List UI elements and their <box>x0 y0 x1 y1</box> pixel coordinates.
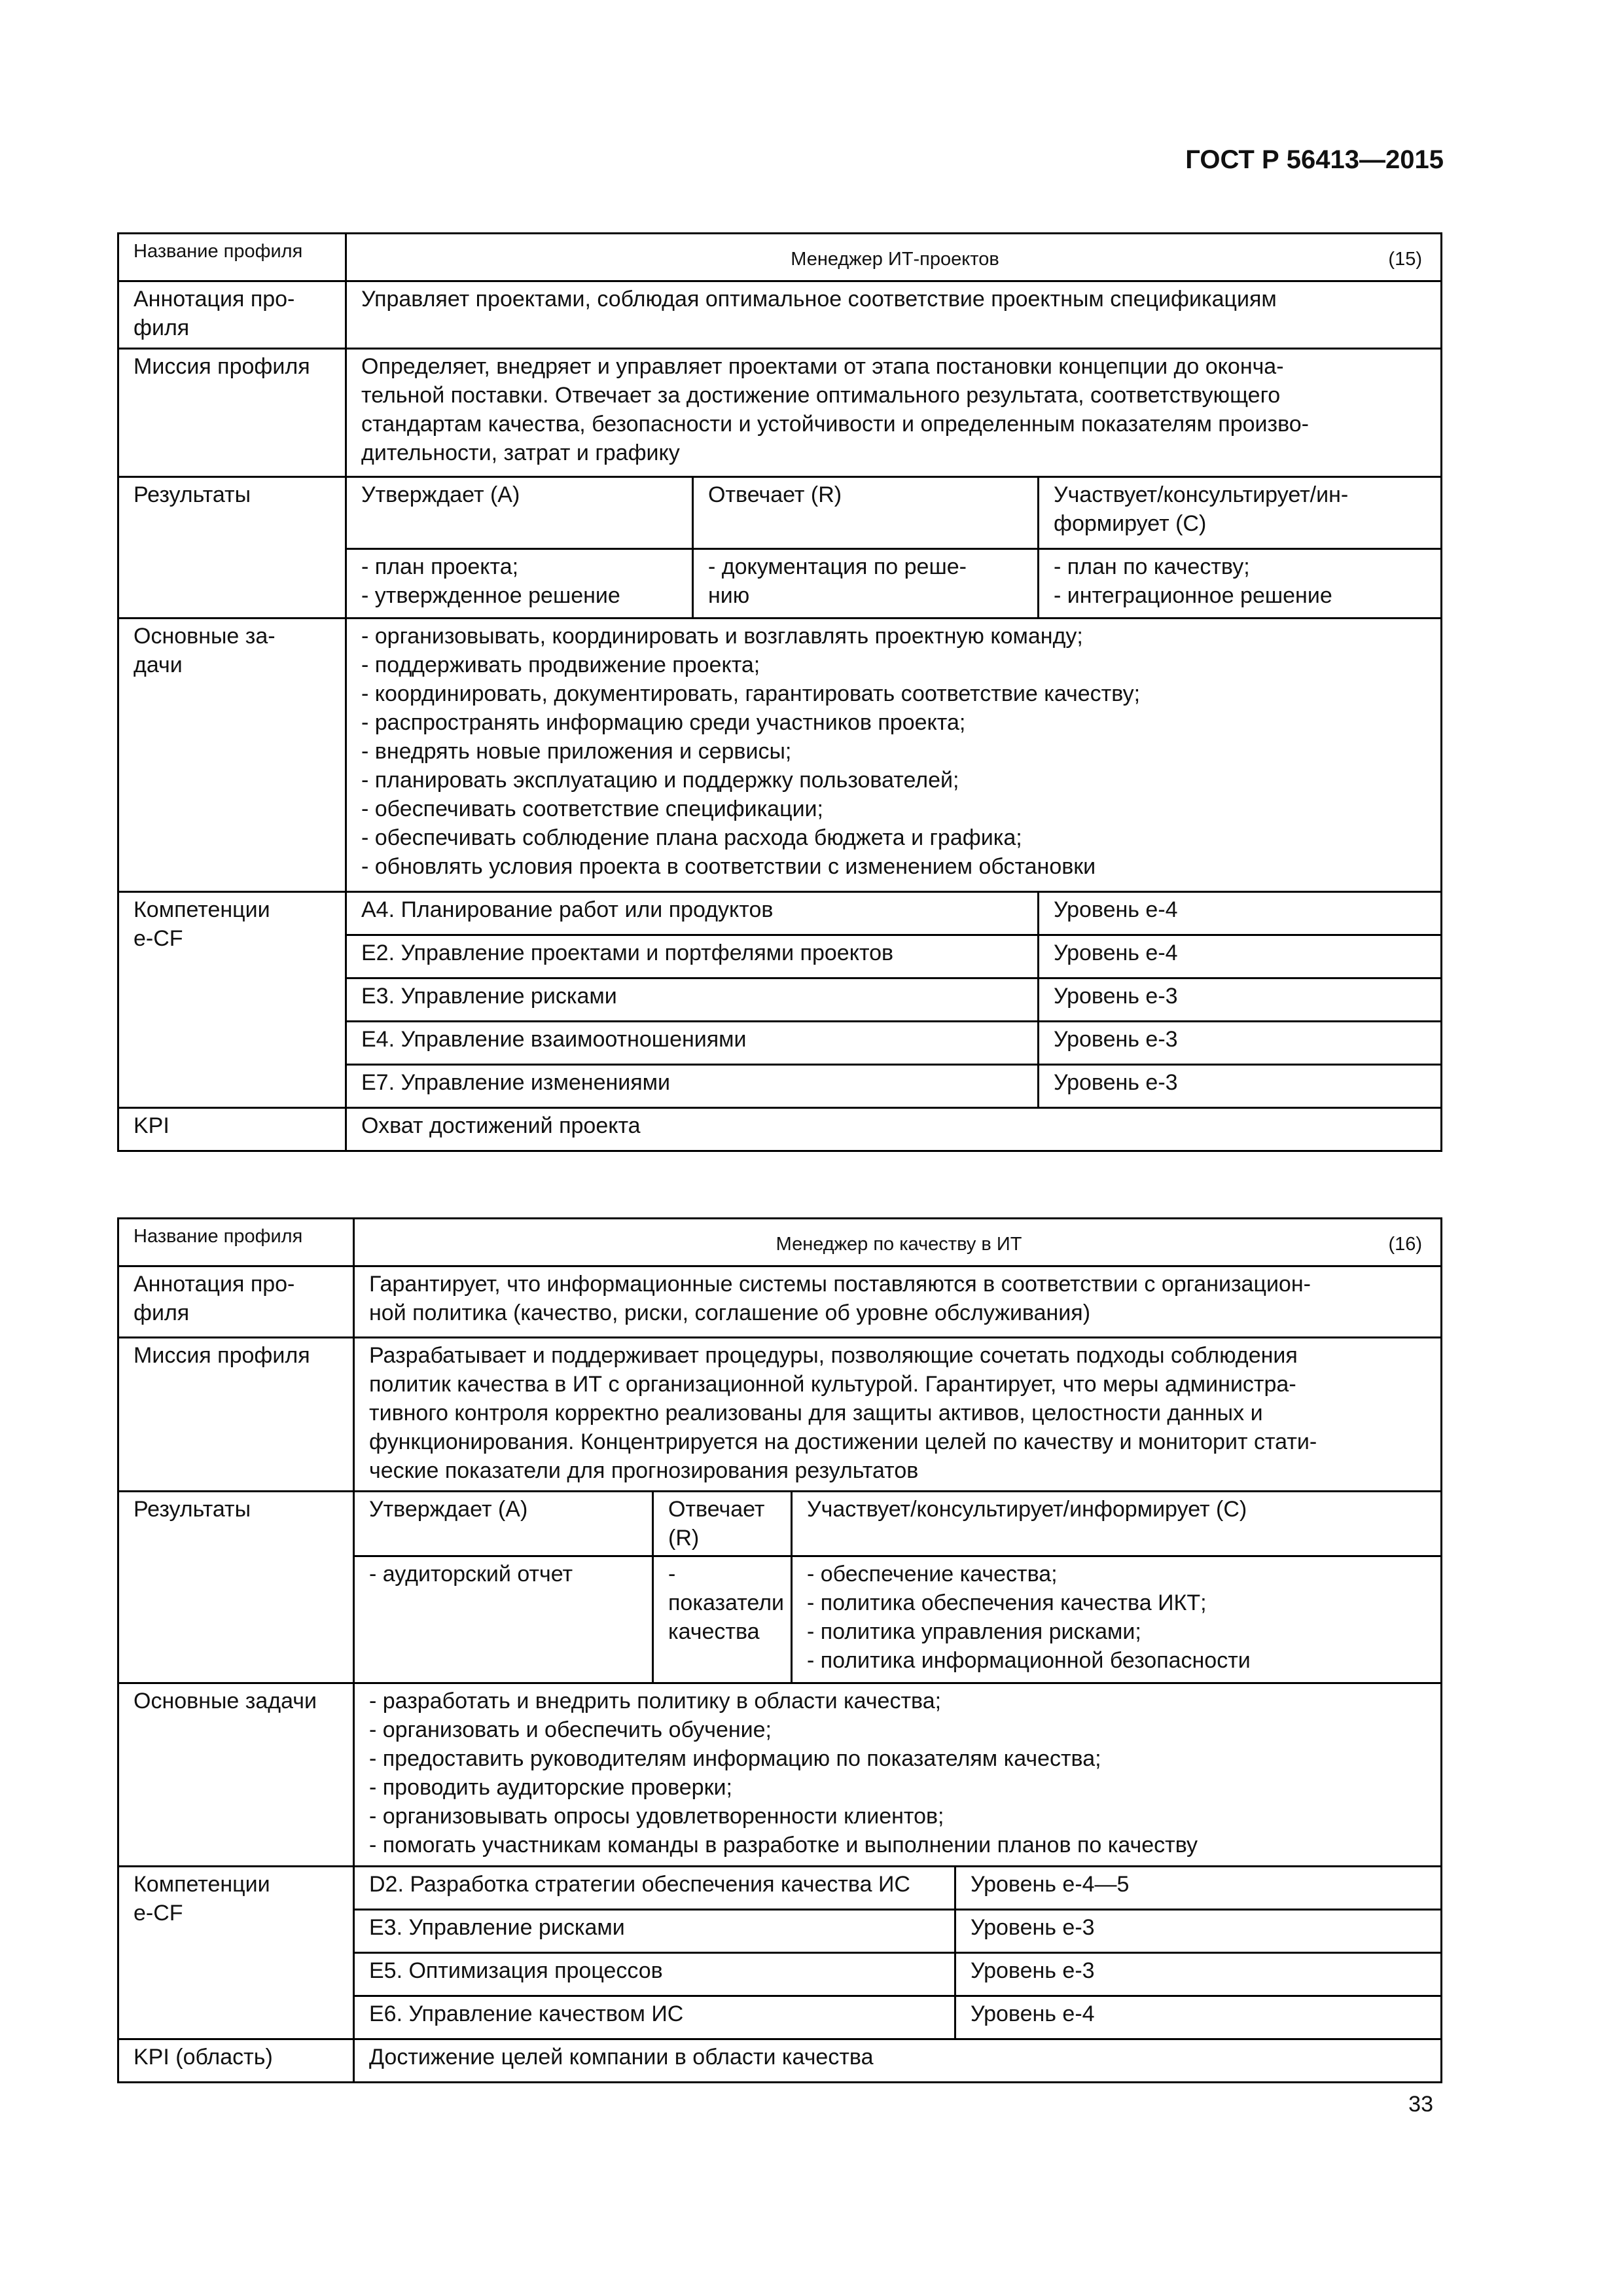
competence-name: E3. Управление рисками <box>346 978 1039 1022</box>
competence-name: D2. Разработка стратегии обеспечения качества ИС <box>354 1867 955 1910</box>
competences-label: Компетенции e-CF <box>118 892 346 1108</box>
profile-name: Менеджер по качеству в ИТ <box>776 1234 1022 1255</box>
mission-label: Миссия профиля <box>118 349 346 477</box>
tasks-label: Основные за- дачи <box>118 619 346 892</box>
task-item: - организовывать, координировать и возглавлять проектную команду; <box>361 624 1083 649</box>
competence-level: Уровень e-3 <box>1039 1022 1442 1065</box>
tasks-list <box>346 619 1442 892</box>
profile-number: (16) <box>1388 1234 1423 1255</box>
profile-name-cell <box>346 234 1442 281</box>
results-value-a: - аудиторский отчет <box>354 1556 653 1683</box>
task-item: - координировать, документировать, гарантировать соответствие качеству; <box>361 681 1141 706</box>
profile-name-cell <box>354 1219 1442 1266</box>
competence-name: E2. Управление проектами и портфелями проектов <box>346 935 1039 978</box>
profile-table-15 <box>117 232 1442 1152</box>
task-item: - организовывать опросы удовлетворенности клиентов; <box>369 1804 944 1829</box>
competence-level: Уровень e-4 <box>1039 892 1442 935</box>
task-item: - предоставить руководителям информацию по показателям качества; <box>369 1746 1101 1771</box>
results-label: Результаты <box>118 1492 354 1683</box>
competence-level: Уровень e-3 <box>1039 978 1442 1022</box>
results-value-r: - документация по реше- нию <box>693 549 1039 619</box>
task-item: - обеспечивать соблюдение плана расхода бюджета и графика; <box>361 825 1022 850</box>
document-header: ГОСТ Р 56413—2015 <box>1185 145 1444 174</box>
mission-text: Определяет, внедряет и управляет проектами от этапа постановки концепции до оконча- тельной поставки. Отвечает за достижение оптимального результата, соответствующего стандартам качества, безопасности и устойчивости и определенным показателям произво- дительности, затрат и графику <box>346 349 1442 477</box>
competence-level: Уровень e-4 <box>1039 935 1442 978</box>
results-header-c: Участвует/консультирует/ин- формирует (C) <box>1039 477 1442 549</box>
competence-level: Уровень e-3 <box>1039 1065 1442 1108</box>
mission-text: Разрабатывает и поддерживает процедуры, позволяющие сочетать подходы соблюдения политик качества в ИТ с организационной культурой. Гарантирует, что меры администра- тивного контроля корректно реализованы для защиты активов, целостности данных и функционирования. Концентрируется на достижении целей по качеству и мониторит стати- ческие показатели для прогнозирования результатов <box>354 1338 1442 1492</box>
profile-number: (15) <box>1388 249 1422 270</box>
results-header-c: Участвует/консультирует/информирует (C) <box>792 1492 1442 1556</box>
task-item: - обеспечивать соответствие спецификации; <box>361 797 823 821</box>
results-value-a: - план проекта; - утвержденное решение <box>346 549 693 619</box>
task-item: - внедрять новые приложения и сервисы; <box>361 739 792 764</box>
annotation-text: Гарантирует, что информационные системы поставляются в соответствии с организацион- ной политика (качество, риски, соглашение об уровне обслуживания) <box>354 1266 1442 1338</box>
competence-name: A4. Планирование работ или продуктов <box>346 892 1039 935</box>
results-header-a: Утверждает (A) <box>354 1492 653 1556</box>
competence-name: E6. Управление качеством ИС <box>354 1996 955 2039</box>
annotation-text: Управляет проектами, соблюдая оптимальное соответствие проектным спецификациям <box>346 281 1442 349</box>
competence-level: Уровень e-3 <box>955 1953 1442 1996</box>
results-label: Результаты <box>118 477 346 619</box>
results-value-c: - обеспечение качества; - политика обеспечения качества ИКТ; - политика управления рисками; - политика информационной безопасности <box>792 1556 1442 1683</box>
profile-table-16 <box>117 1217 1442 2083</box>
page-number: 33 <box>1408 2092 1433 2117</box>
competence-name: E4. Управление взаимоотношениями <box>346 1022 1039 1065</box>
competence-level: Уровень e-3 <box>955 1910 1442 1953</box>
kpi-label: KPI (область) <box>118 2039 354 2083</box>
competence-name: E3. Управление рисками <box>354 1910 955 1953</box>
task-item: - организовать и обеспечить обучение; <box>369 1717 772 1742</box>
competences-label: Компетенции e-CF <box>118 1867 354 2039</box>
profile-name-label: Название профиля <box>118 1219 354 1266</box>
kpi-text: Охват достижений проекта <box>346 1108 1442 1151</box>
results-header-r: Отвечает (R) <box>693 477 1039 549</box>
results-header-r: Отвечает (R) <box>653 1492 792 1556</box>
competence-level: Уровень e-4—5 <box>955 1867 1442 1910</box>
task-item: - помогать участникам команды в разработке и выполнении планов по качеству <box>369 1833 1198 1857</box>
kpi-label: KPI <box>118 1108 346 1151</box>
results-value-r: - показатели качества <box>653 1556 792 1683</box>
mission-label: Миссия профиля <box>118 1338 354 1492</box>
competence-name: E7. Управление изменениями <box>346 1065 1039 1108</box>
competence-level: Уровень e-4 <box>955 1996 1442 2039</box>
task-item: - планировать эксплуатацию и поддержку пользователей; <box>361 768 959 793</box>
tasks-label: Основные задачи <box>118 1683 354 1867</box>
task-item: - распространять информацию среди участников проекта; <box>361 710 966 735</box>
profile-name: Менеджер ИТ-проектов <box>791 249 999 270</box>
results-header-a: Утверждает (A) <box>346 477 693 549</box>
task-item: - обновлять условия проекта в соответствии с изменением обстановки <box>361 854 1096 879</box>
competence-name: E5. Оптимизация процессов <box>354 1953 955 1996</box>
kpi-text: Достижение целей компании в области качества <box>354 2039 1442 2083</box>
profile-name-label: Название профиля <box>118 234 346 281</box>
annotation-label: Аннотация про- филя <box>118 281 346 349</box>
task-item: - разработать и внедрить политику в области качества; <box>369 1689 942 1713</box>
task-item: - проводить аудиторские проверки; <box>369 1775 732 1800</box>
annotation-label: Аннотация про- филя <box>118 1266 354 1338</box>
results-value-c: - план по качеству; - интеграционное решение <box>1039 549 1442 619</box>
task-item: - поддерживать продвижение проекта; <box>361 653 760 677</box>
tasks-list <box>354 1683 1442 1867</box>
